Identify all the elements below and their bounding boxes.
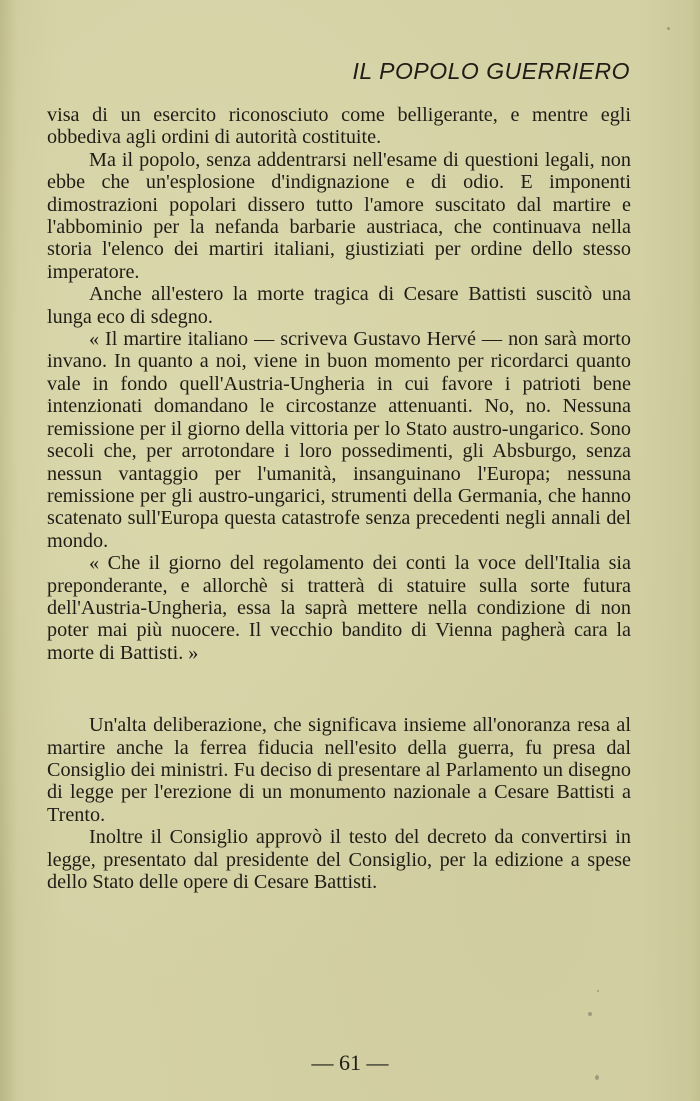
running-title: IL POPOLO GUERRIERO <box>352 58 630 84</box>
body-text <box>47 104 631 893</box>
paragraph-deliberazione: Un'alta deliberazione, che significava insieme all'onoranza resa al martire anche la ferrea fiducia nell'esito della guerra, fu presa dal Consiglio dei ministri. Fu deciso di presentare al Parlamento un disegno di legge per l'erezione di un monumento nazionale a Cesare Battisti a Trento. <box>47 714 631 826</box>
paragraph-decreto: Inoltre il Consiglio approvò il testo del decreto da convertirsi in legge, presentato dal presidente del Consiglio, per la edizione a spese dello Stato delle opere di Cesare Battisti. <box>47 826 631 893</box>
paper-speck <box>667 27 670 30</box>
quote-herve-1: « Il martire italiano — scriveva Gustavo Hervé — non sarà morto invano. In quanto a noi, viene in buon momento per ricordarci quanto vale in fondo quell'Austria-Ungheria in cui favore i patrioti bene intenzionati domandano le circostanze attenuanti. No, no. Nessuna remissione per il giorno della vittoria per lo Stato austro-ungarico. Sono secoli che, per arrotondare i loro possedimenti, gli Absburgo, senza nessun vantaggio per l'umanità, insanguinano l'Europa; nessuna remissione per gli austro-ungarici, strumenti della Germania, che hanno scatenato sull'Europa questa catastrofe senza precedenti negli annali del mondo. <box>47 328 631 552</box>
paragraph-continuation: visa di un esercito riconosciuto come belligerante, e mentre egli obbediva agli ordini di autorità costituite. <box>47 104 631 149</box>
paragraph-estero: Anche all'estero la morte tragica di Cesare Battisti suscitò una lunga eco di sdegno. <box>47 283 631 328</box>
paper-speck <box>588 1012 592 1016</box>
quote-herve-2: « Che il giorno del regolamento dei conti la voce dell'Italia sia preponderante, e allorchè si tratterà di statuire sulla sorte futura dell'Austria-Ungheria, essa la saprà mettere nella condizione di non poter mai più nuocere. Il vecchio bandito di Vienna pagherà cara la morte di Battisti. » <box>47 552 631 664</box>
paper-speck <box>597 990 599 992</box>
paragraph-popolo: Ma il popolo, senza addentrarsi nell'esame di questioni legali, non ebbe che un'esplosione d'indignazione e di odio. E imponenti dimostrazioni popolari dissero tutto l'amore suscitato dal martire e l'abbominio per la nefanda barbarie austriaca, che continuava nella storia l'elenco dei martiri italiani, giustiziati per ordine dello stesso imperatore. <box>47 148 631 283</box>
page-number: — 61 — <box>311 1050 389 1075</box>
paper-speck <box>595 1075 599 1080</box>
